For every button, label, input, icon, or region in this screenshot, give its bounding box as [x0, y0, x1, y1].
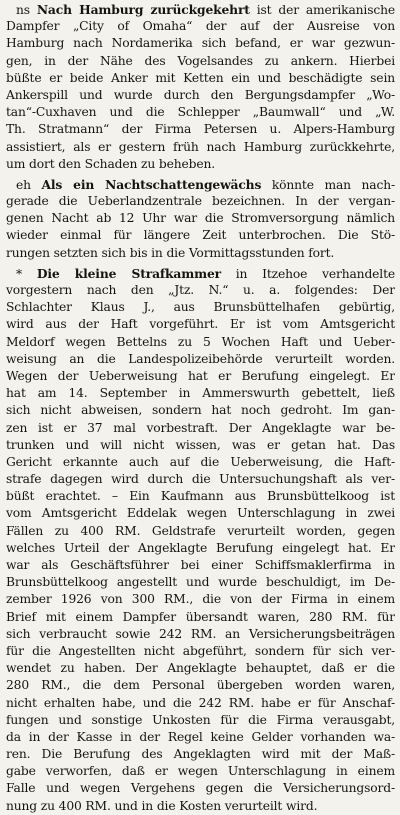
text-line: [6, 695, 395, 712]
text-fragment: Gericht erkannte auch auf die Ueberweisung, die Haft-: [6, 454, 395, 469]
text-fragment: Brief mit einem Dampfer übersandt waren, 280 RM. für: [6, 609, 395, 624]
text-fragment: sich nicht abweisen, sondern hat noch gedroht. Im gan-: [6, 403, 395, 418]
text-fragment: wird aus der Haft vorgeführt. Er ist vom Amtsgericht: [6, 317, 395, 332]
text-fragment: Fällen zu 400 RM. Geldstrafe verurteilt worden, gegen: [6, 523, 395, 538]
text-fragment: ist der amerikanische: [249, 3, 395, 17]
text-line: [6, 18, 395, 35]
text-fragment: Wegen der Ueberweisung hat er Berufung eingelegt. Er: [6, 368, 395, 383]
text-line: [6, 53, 395, 70]
text-line: [6, 245, 395, 262]
text-fragment: sich verbraucht sowie 242 RM. an Versicherungsbeiträgen: [6, 626, 395, 641]
text-fragment: assistiert, als er gestern früh nach Hamburg zurückkehrte,: [6, 139, 395, 154]
text-fragment: Ankerspill und wurde durch den Bergungsdampfer „Wo-: [6, 87, 395, 102]
text-line: [6, 454, 395, 471]
text-line: [6, 87, 395, 104]
text-fragment: da in der Kasse in der Regel keine Gelder vorhanden wa-: [6, 729, 395, 744]
text-line: [6, 334, 395, 351]
text-line: [6, 557, 395, 574]
text-line: [6, 677, 395, 694]
text-fragment: fungen und sonstige Unkosten für die Firma verausgabt,: [6, 712, 395, 727]
text-fragment: Meldorf wegen Bettelns zu 5 Wochen Haft und Ueber-: [6, 334, 395, 349]
text-fragment: Th. Stratmann“ der Firma Petersen u. Alpers-Hamburg: [6, 122, 395, 137]
text-line: [6, 227, 395, 244]
text-line: [6, 798, 395, 815]
text-line: [6, 712, 395, 729]
text-line: [6, 420, 395, 437]
text-fragment: büßte er beide Anker mit Ketten ein und beschädigte sein: [6, 70, 395, 85]
text-line: [6, 70, 395, 87]
text-line: [6, 471, 395, 488]
text-line: [6, 193, 395, 210]
text-fragment: um dort den Schaden zu beheben.: [6, 156, 215, 171]
text-line: [6, 35, 395, 52]
text-line: [6, 660, 395, 677]
article-lead-phrase: Die kleine Strafkammer: [36, 265, 221, 281]
text-line: [6, 763, 395, 780]
text-fragment: vom Amtsgericht Eddelak wegen Unterschlagung in zwei: [6, 506, 395, 521]
text-line: [6, 139, 395, 156]
text-line: [6, 609, 395, 626]
text-fragment: büßt erachtet. – Ein Kaufmann aus Brunsbüttelkoog ist: [6, 489, 395, 504]
text-fragment: war als Geschäftsführer bei einer Schiffsmaklerfirma in: [6, 558, 395, 572]
article-lead-phrase: Als ein Nachtschattengewächs: [41, 176, 262, 192]
text-fragment: eh: [16, 177, 42, 192]
text-fragment: rungen setzten sich bis in die Vormittagsstunden fort.: [6, 245, 335, 260]
text-line: [6, 121, 395, 138]
text-line: [6, 1, 395, 18]
text-line: [6, 729, 395, 746]
article-lead-phrase: Nach Hamburg zurückgekehrt: [36, 2, 250, 17]
text-line: [6, 265, 395, 282]
text-fragment: ns: [16, 3, 37, 17]
text-fragment: gerade die Ueberlandzentrale bezeichnen. In der vergan-: [6, 194, 395, 209]
text-line: [6, 505, 395, 522]
text-fragment: Hamburg nach Nordamerika sich befand, er war gezwun-: [6, 36, 395, 51]
text-fragment: *: [16, 266, 37, 281]
text-line: [6, 643, 395, 660]
text-line: [6, 316, 395, 333]
text-line: [6, 437, 395, 454]
text-fragment: gen, in der Nähe des Vogelsandes zu ankern. Hierbei: [6, 53, 395, 68]
text-fragment: strafe dagegen wird durch die Untersuchungshaft als ver-: [6, 472, 395, 487]
text-fragment: wendet zu haben. Der Angeklagte behauptet, daß er die: [6, 661, 395, 676]
text-fragment: welches Urteil der Angeklagte Berufung eingelegt hat. Er: [6, 540, 395, 555]
text-fragment: hat am 14. September in Ammerswurth gebettelt, ließ: [6, 386, 395, 401]
text-fragment: trunken und will nicht wissen, was er getan hat. Das: [6, 437, 395, 452]
article-paragraph: [6, 176, 395, 262]
text-line: [6, 591, 395, 608]
text-fragment: nicht erhalten habe, und die 242 RM. habe er für Anschaf-: [6, 695, 395, 710]
text-fragment: für die Angestellten nicht abgeführt, sondern für sich ver-: [6, 643, 395, 658]
text-line: [6, 282, 395, 299]
text-line: [6, 626, 395, 643]
text-fragment: nung zu 400 RM. und in die Kosten verurteilt wird.: [6, 798, 318, 813]
text-fragment: in Itzehoe verhandelte: [220, 266, 395, 281]
text-fragment: vorgestern nach den „Jtz. N.“ u. a. folgendes: Der: [6, 283, 395, 297]
text-line: [6, 299, 395, 316]
text-line: [6, 210, 395, 227]
text-fragment: Schlachter Klaus J., aus Brunsbüttelhafen gebürtig,: [6, 300, 395, 315]
text-line: [6, 780, 395, 797]
text-fragment: zen ist er 37 mal vorbestraft. Der Angeklagte war be-: [6, 420, 395, 435]
text-fragment: Brunsbüttelkoog angestellt und wurde beschuldigt, im De-: [6, 575, 395, 590]
article-paragraph: [6, 1, 395, 173]
text-fragment: Dampfer „City of Omaha“ der auf der Ausreise von: [6, 19, 395, 34]
article-paragraph: [6, 265, 395, 815]
text-line: [6, 574, 395, 591]
text-line: [6, 385, 395, 402]
text-fragment: könnte man nach-: [261, 177, 395, 192]
text-line: [6, 488, 395, 505]
text-fragment: wieder einmal für längere Zeit unterbrochen. Die Stö-: [6, 228, 395, 243]
text-line: [6, 402, 395, 419]
text-line: [6, 104, 395, 121]
text-fragment: weisung an die Landespolizeibehörde verurteilt worden.: [6, 351, 395, 366]
text-line: [6, 746, 395, 763]
text-fragment: gabe verworfen, daß er wegen Unterschlagung in einem: [6, 764, 395, 779]
text-line: [6, 540, 395, 557]
article-list: [6, 1, 395, 815]
text-fragment: Falle und wegen Vergehens gegen die Versicherungsord-: [6, 781, 395, 796]
text-line: [6, 351, 395, 368]
text-fragment: tan“-Cuxhaven und die Schlepper „Baumwall“ und „W.: [6, 105, 395, 120]
text-fragment: 280 RM., die dem Personal übergeben worden waren,: [6, 678, 395, 693]
text-fragment: ren. Die Berufung des Angeklagten wird mit der Maß-: [6, 747, 395, 762]
text-fragment: genen Nacht ab 12 Uhr war die Stromversorgung nämlich: [6, 211, 395, 226]
text-fragment: zember 1926 von 300 RM., die von der Firma in einem: [6, 592, 395, 607]
text-line: [6, 176, 395, 193]
text-line: [6, 368, 395, 385]
text-line: [6, 523, 395, 540]
text-line: [6, 156, 395, 173]
